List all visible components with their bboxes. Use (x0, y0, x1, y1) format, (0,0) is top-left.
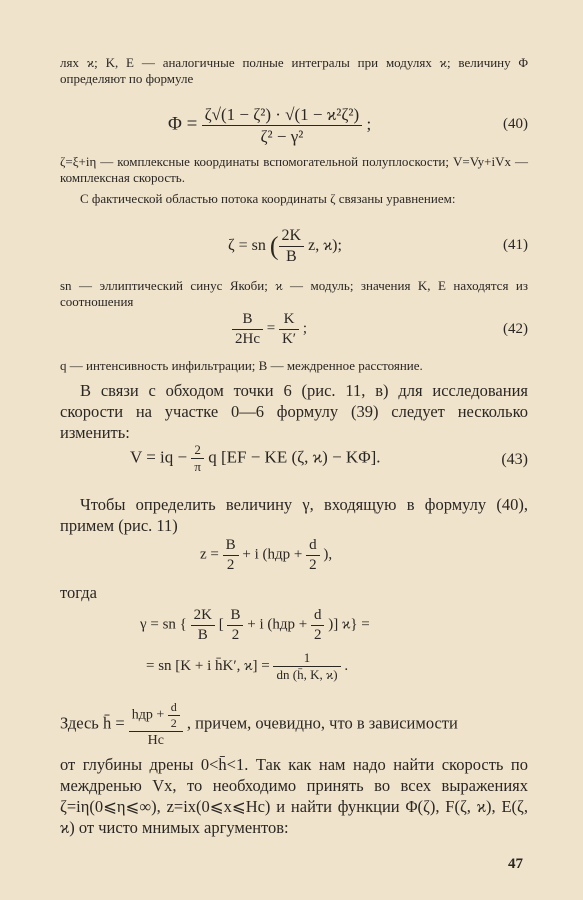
eqg2-numerator: 1 (273, 650, 340, 667)
paragraph-sn: sn — эллиптический синус Якоби; ϰ — модуль; значения K, E находятся из соотношения (60, 278, 528, 309)
hbar-fraction (129, 700, 183, 750)
eqg1-a-numerator: B (227, 606, 243, 626)
eq40-tail: ; (366, 114, 372, 134)
eq43-lhs: V = iq − (130, 447, 188, 467)
eq42-left-fraction (232, 310, 263, 349)
eqg1-lhs: γ = sn { (140, 616, 187, 633)
eqz-b-denominator: 2 (309, 556, 317, 573)
eq40-number: (40) (503, 116, 528, 132)
hbar-num-a: hдр + (131, 707, 165, 723)
equation-40 (60, 102, 532, 148)
eq40-denominator: ζ² − γ² (260, 127, 304, 147)
eqg1-k-denominator: B (197, 626, 208, 643)
eq42-equals: = (266, 320, 276, 337)
eq43-fraction (191, 442, 204, 476)
equation-41: ζ = sn ( $\frac{2K}{B}$ z, ϰ); (41) (228, 227, 528, 265)
eqg1-k-numerator: 2K (191, 606, 215, 626)
eq40-numerator: ζ√(1 − ζ²) · √(1 − ϰ²ζ²) (202, 104, 363, 126)
eqg1-fraction-b (311, 606, 325, 645)
eq41-number: (41) (503, 237, 528, 253)
eq41-tail: z, ϰ); (308, 237, 342, 255)
paragraph-then: тогда (60, 583, 97, 602)
eqg1-fraction-k (191, 606, 215, 645)
paragraph-intro: лях ϰ; K, E — аналогичные полные интегралы при модулях ϰ; величину Φ определяют по формуле (60, 55, 528, 86)
hbar-numerator (129, 700, 183, 732)
eqg2-fraction (273, 650, 340, 684)
eqz-a-denominator: 2 (226, 556, 235, 573)
eq41-fraction (279, 226, 305, 267)
eqg2-denominator: dn (h̄, K, ϰ) (276, 667, 338, 683)
eqz-tail: ), (323, 546, 333, 563)
eq40-lhs: Φ = (168, 113, 198, 135)
eq43-numerator: 2 (191, 442, 204, 459)
eqg1-b-denominator: 2 (313, 626, 322, 643)
eqg1-a-denominator: 2 (231, 626, 240, 643)
eqg2-tail: . (344, 658, 349, 675)
paragraph-gamma: Чтобы определить величину γ, входящую в формулу (40), примем (рис. 11) (60, 495, 528, 535)
eqg1-fraction-a (227, 606, 243, 645)
eq43-number: (43) (501, 451, 528, 468)
paragraph-coords: ζ=ξ+iη — комплексные координаты вспомогательной полуплоскости; V=Vy+iVx — комплексная скорость. (60, 154, 528, 185)
eq40-fraction (202, 104, 363, 148)
eq41-lhs: ζ = sn (228, 237, 266, 255)
hbar-inner-numerator: d (168, 700, 180, 716)
eq42-right-numerator: K (279, 310, 299, 330)
eqz-a-numerator: B (223, 536, 239, 556)
hbar-denominator: Hc (147, 733, 164, 748)
page-number: 47 (508, 856, 523, 872)
eq42-right-fraction (279, 310, 299, 349)
here-tail: , причем, очевидно, что в зависимости (186, 713, 458, 733)
paragraph-bypass: В связи с обходом точки 6 (рис. 11, в) для исследования скорости на участке 0—6 формулу (39) следует несколько изменить: (60, 381, 528, 442)
eqg1-bracket: [ (218, 616, 224, 633)
eqz-lhs: z = (200, 546, 219, 563)
eq42-left-numerator: B (232, 310, 263, 330)
eq41-denominator: B (285, 248, 297, 265)
equation-z (60, 536, 532, 580)
eqg2-lhs: = sn [K + i h̄K′, ϰ] = (146, 658, 270, 675)
equation-43 (60, 442, 532, 482)
equation-gamma-2 (60, 650, 532, 690)
eqz-mid: + i (hдр + (242, 546, 303, 563)
eq43-tail: q [EF − KE (ζ, ϰ) − KΦ]. (208, 447, 381, 467)
paragraph-here (60, 700, 530, 752)
hbar-inner-fraction (168, 700, 180, 731)
eq42-tail: ; (302, 320, 308, 337)
eq42-right-denominator: K′ (281, 330, 297, 347)
eq42-left-denominator: 2Hc (235, 330, 260, 347)
eq42-number: (42) (503, 321, 528, 337)
eqz-fraction-a (223, 536, 239, 575)
eqz-fraction-b (306, 536, 320, 575)
eqg1-b-numerator: d (311, 606, 325, 626)
eqg1-mid: + i (hдр + (247, 616, 308, 633)
eq43-denominator: π (194, 459, 201, 475)
hbar-inner-denominator: 2 (170, 716, 177, 730)
eqz-b-numerator: d (306, 536, 320, 556)
equation-42 (60, 310, 532, 352)
eqg1-tail: )] ϰ} = (328, 616, 370, 633)
eq41-numerator: 2K (279, 226, 305, 247)
here-lead: Здесь h̄ = (60, 713, 125, 733)
paragraph-relation: С фактической областью потока координаты ζ связаны уравнением: (80, 191, 456, 206)
paragraph-q: q — интенсивность инфильтрации; B — междренное расстояние. (60, 358, 423, 373)
equation-gamma-1 (60, 606, 532, 648)
paragraph-depth: от глубины дрены 0<h̄<1. Так как нам надо найти скорость по междренью Vx, то необходимо принять во всех выражениях ζ=iη(0⩽η⩽∞), z=ix(0⩽x⩽Hc) и найти функции Φ(ζ), F(ζ, ϰ), E(ζ, ϰ) от чисто мнимых аргументов: (60, 755, 528, 837)
